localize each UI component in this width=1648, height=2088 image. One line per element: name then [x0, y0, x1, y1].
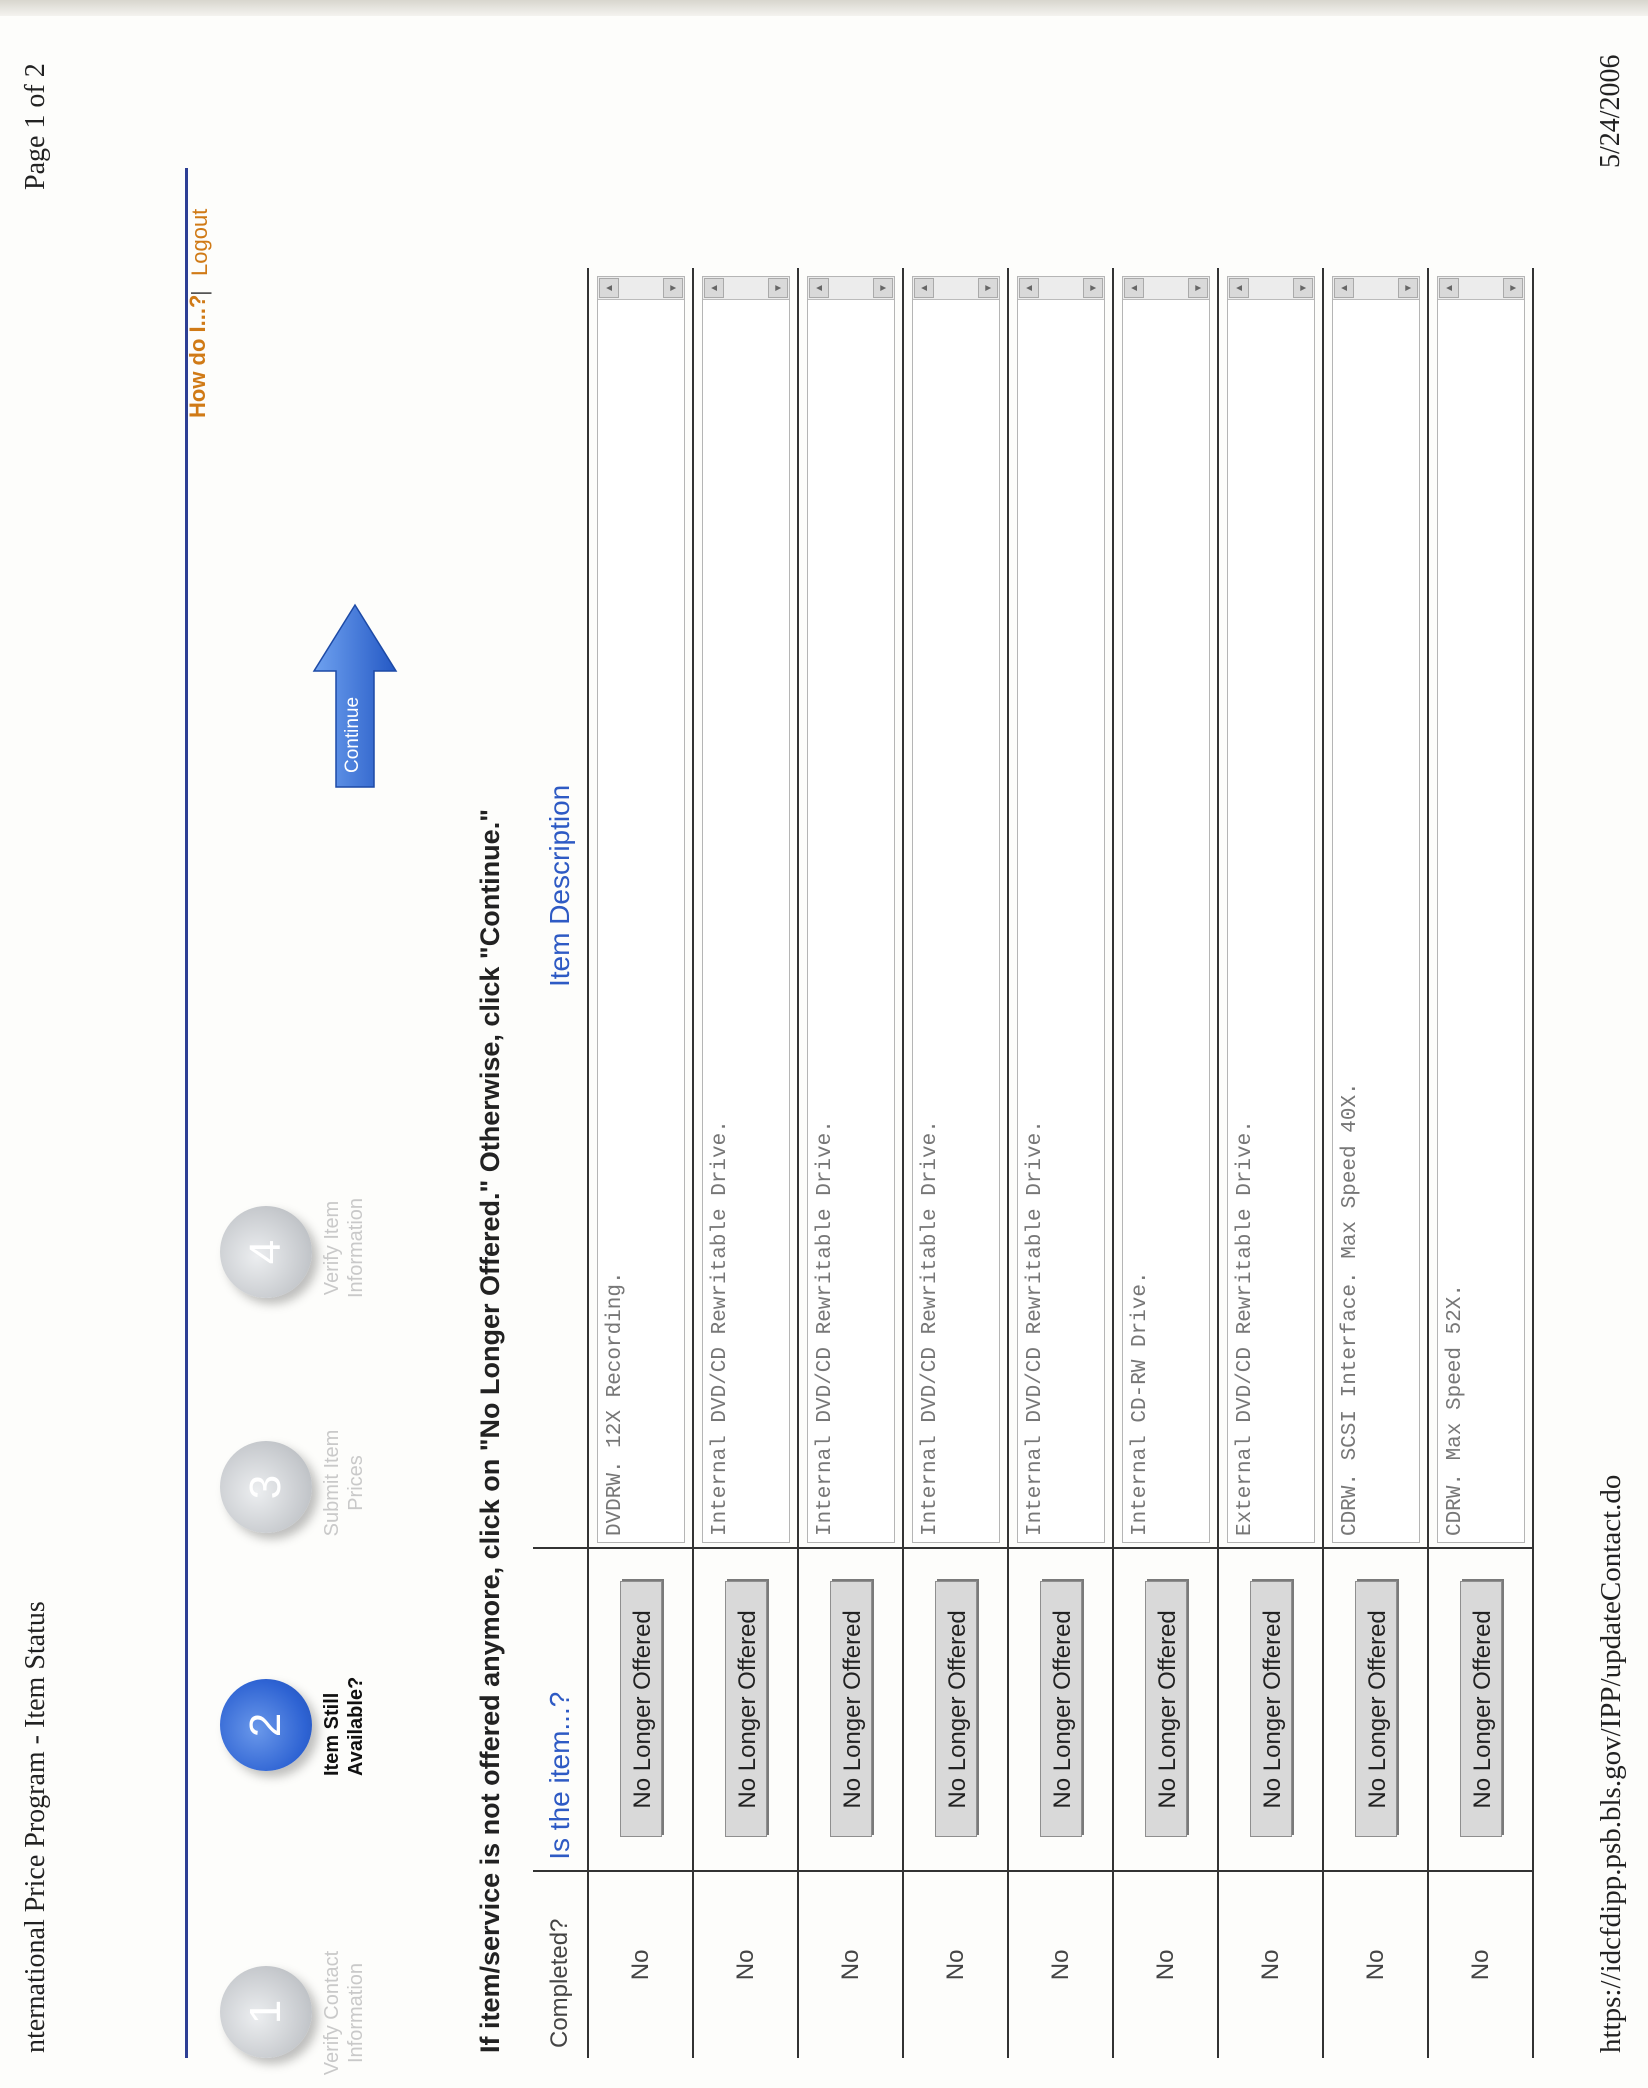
step-2-label-line1: Item Still: [321, 1692, 343, 1776]
print-footer-url: https://idcfdipp.psb.bls.gov/IPP/updateContact.do: [1595, 1474, 1627, 2053]
step-3-label-line2: Prices: [345, 1455, 367, 1511]
completed-cell: No: [798, 1871, 903, 2058]
completed-cell: No: [903, 1871, 1008, 2058]
step-1-label-line1: Verify Contact: [321, 1950, 343, 2076]
step-3: [220, 1429, 367, 1537]
help-link[interactable]: How do I...?: [185, 294, 210, 418]
no-longer-offered-button[interactable]: No Longer Offered: [1355, 1581, 1397, 1837]
status-cell: [588, 1548, 693, 1871]
status-cell: [903, 1548, 1008, 1871]
description-cell: [588, 268, 693, 1548]
scrollbar[interactable]: [1018, 277, 1104, 300]
step-4: [220, 1197, 367, 1299]
description-textarea[interactable]: [1227, 276, 1315, 1543]
scrollbar[interactable]: [1123, 277, 1209, 300]
no-longer-offered-button[interactable]: No Longer Offered: [1250, 1581, 1292, 1837]
scroll-up-icon[interactable]: ▲: [1229, 278, 1249, 298]
description-text: Internal DVD/CD Rewritable Drive.: [918, 1120, 942, 1537]
table-header-row: [533, 268, 588, 2058]
description-cell: [1323, 268, 1428, 1548]
table-row: [798, 268, 903, 2058]
description-textarea[interactable]: [807, 276, 895, 1543]
no-longer-offered-button[interactable]: No Longer Offered: [935, 1581, 977, 1837]
table-row: [1323, 268, 1428, 2058]
description-cell: [1428, 268, 1533, 1548]
description-text: Internal DVD/CD Rewritable Drive.: [1023, 1120, 1047, 1537]
completed-cell: No: [1113, 1871, 1218, 2058]
scroll-down-icon[interactable]: ▼: [1293, 278, 1313, 298]
item-table: [533, 268, 1534, 2058]
step-1-label-line2: Information: [345, 1962, 367, 2064]
scrollbar[interactable]: [1333, 277, 1419, 300]
nav-separator: |: [187, 290, 212, 296]
description-textarea[interactable]: [1437, 276, 1525, 1543]
description-text: CDRW. Max Speed 52X.: [1443, 1283, 1467, 1537]
description-cell: [1218, 268, 1323, 1548]
header-description: Item Description: [533, 268, 588, 1548]
completed-cell: No: [1428, 1871, 1533, 2058]
table-row: [1008, 268, 1113, 2058]
description-text: Internal DVD/CD Rewritable Drive.: [813, 1120, 837, 1537]
status-cell: [1113, 1548, 1218, 1871]
scroll-down-icon[interactable]: ▼: [1503, 278, 1523, 298]
scrollbar[interactable]: [913, 277, 999, 300]
logout-link[interactable]: Logout: [187, 208, 212, 276]
scrollbar[interactable]: [1228, 277, 1314, 300]
scroll-down-icon[interactable]: ▼: [873, 278, 893, 298]
step-2: [220, 1676, 367, 1776]
description-textarea[interactable]: [1017, 276, 1105, 1543]
table-row: [693, 268, 798, 2058]
status-cell: [693, 1548, 798, 1871]
scroll-down-icon[interactable]: ▼: [768, 278, 788, 298]
header-status: Is the item...?: [533, 1548, 588, 1871]
table-row: [903, 268, 1008, 2058]
scroll-up-icon[interactable]: ▲: [809, 278, 829, 298]
description-textarea[interactable]: [702, 276, 790, 1543]
print-header-title: nternational Price Program - Item Status: [20, 1601, 51, 2053]
completed-cell: No: [588, 1871, 693, 2058]
description-cell: [798, 268, 903, 1548]
status-cell: [1323, 1548, 1428, 1871]
description-cell: [903, 268, 1008, 1548]
step-2-circle: 2: [220, 1679, 312, 1771]
status-cell: [1008, 1548, 1113, 1871]
status-cell: [1218, 1548, 1323, 1871]
scroll-up-icon[interactable]: ▲: [1124, 278, 1144, 298]
description-text: Internal DVD/CD Rewritable Drive.: [708, 1120, 732, 1537]
description-textarea[interactable]: [1332, 276, 1420, 1543]
completed-cell: No: [693, 1871, 798, 2058]
no-longer-offered-button[interactable]: No Longer Offered: [725, 1581, 767, 1837]
scroll-up-icon[interactable]: ▲: [1334, 278, 1354, 298]
scroll-up-icon[interactable]: ▲: [914, 278, 934, 298]
scrollbar[interactable]: [1438, 277, 1524, 300]
step-4-circle: 4: [220, 1206, 312, 1298]
scroll-down-icon[interactable]: ▼: [1398, 278, 1418, 298]
header-rule: [185, 168, 188, 2058]
scroll-down-icon[interactable]: ▼: [1188, 278, 1208, 298]
description-textarea[interactable]: [912, 276, 1000, 1543]
description-text: External DVD/CD Rewritable Drive.: [1233, 1120, 1257, 1537]
no-longer-offered-button[interactable]: No Longer Offered: [1460, 1581, 1502, 1837]
scroll-up-icon[interactable]: ▲: [704, 278, 724, 298]
scrollbar[interactable]: [598, 277, 684, 300]
status-cell: [798, 1548, 903, 1871]
table-row: [588, 268, 693, 2058]
description-cell: [1113, 268, 1218, 1548]
step-3-circle: 3: [220, 1441, 312, 1533]
description-text: CDRW. SCSI Interface. Max Speed 40X.: [1338, 1082, 1362, 1537]
description-text: DVDRW. 12X Recording.: [603, 1271, 627, 1537]
completed-cell: No: [1323, 1871, 1428, 2058]
no-longer-offered-button[interactable]: No Longer Offered: [1040, 1581, 1082, 1837]
step-1-label: [320, 1938, 368, 2088]
step-3-label: [320, 1408, 368, 1558]
step-1-circle: 1: [220, 1966, 312, 2058]
continue-button[interactable]: [310, 601, 400, 791]
step-3-label-line1: Submit Item: [321, 1429, 343, 1537]
no-longer-offered-button[interactable]: No Longer Offered: [620, 1581, 662, 1837]
description-cell: [693, 268, 798, 1548]
instruction-text: If item/service is not offered anymore, click on "No Longer Offered." Otherwise, click "Continue.": [475, 809, 505, 2053]
header-completed: Completed?: [533, 1871, 588, 2058]
step-4-label-line2: Information: [345, 1197, 367, 1299]
no-longer-offered-button[interactable]: No Longer Offered: [1145, 1581, 1187, 1837]
step-2-label: [320, 1666, 368, 1776]
table-row: [1428, 268, 1533, 2058]
description-textarea[interactable]: [597, 276, 685, 1543]
print-footer-date: 5/24/2006: [1595, 54, 1626, 168]
scrollbar[interactable]: [808, 277, 894, 300]
scroll-up-icon[interactable]: ▲: [1019, 278, 1039, 298]
scroll-up-icon[interactable]: ▲: [1439, 278, 1459, 298]
completed-cell: No: [1218, 1871, 1323, 2058]
table-row: [1218, 268, 1323, 2058]
scroll-down-icon[interactable]: ▼: [1083, 278, 1103, 298]
step-2-label-line2: Available?: [345, 1676, 367, 1776]
scroll-down-icon[interactable]: ▼: [978, 278, 998, 298]
description-text: Internal CD-RW Drive.: [1128, 1271, 1152, 1537]
description-textarea[interactable]: [1122, 276, 1210, 1543]
table-row: [1113, 268, 1218, 2058]
continue-label: Continue: [342, 696, 363, 773]
completed-cell: No: [1008, 1871, 1113, 2058]
scrollbar[interactable]: [703, 277, 789, 300]
step-4-label-line1: Verify Item: [321, 1200, 343, 1296]
description-cell: [1008, 268, 1113, 1548]
scroll-down-icon[interactable]: ▼: [663, 278, 683, 298]
scroll-up-icon[interactable]: ▲: [599, 278, 619, 298]
status-cell: [1428, 1548, 1533, 1871]
no-longer-offered-button[interactable]: No Longer Offered: [830, 1581, 872, 1837]
step-1: [220, 1950, 367, 2076]
step-4-label: [320, 1173, 368, 1323]
print-page-number: Page 1 of 2: [20, 63, 51, 190]
